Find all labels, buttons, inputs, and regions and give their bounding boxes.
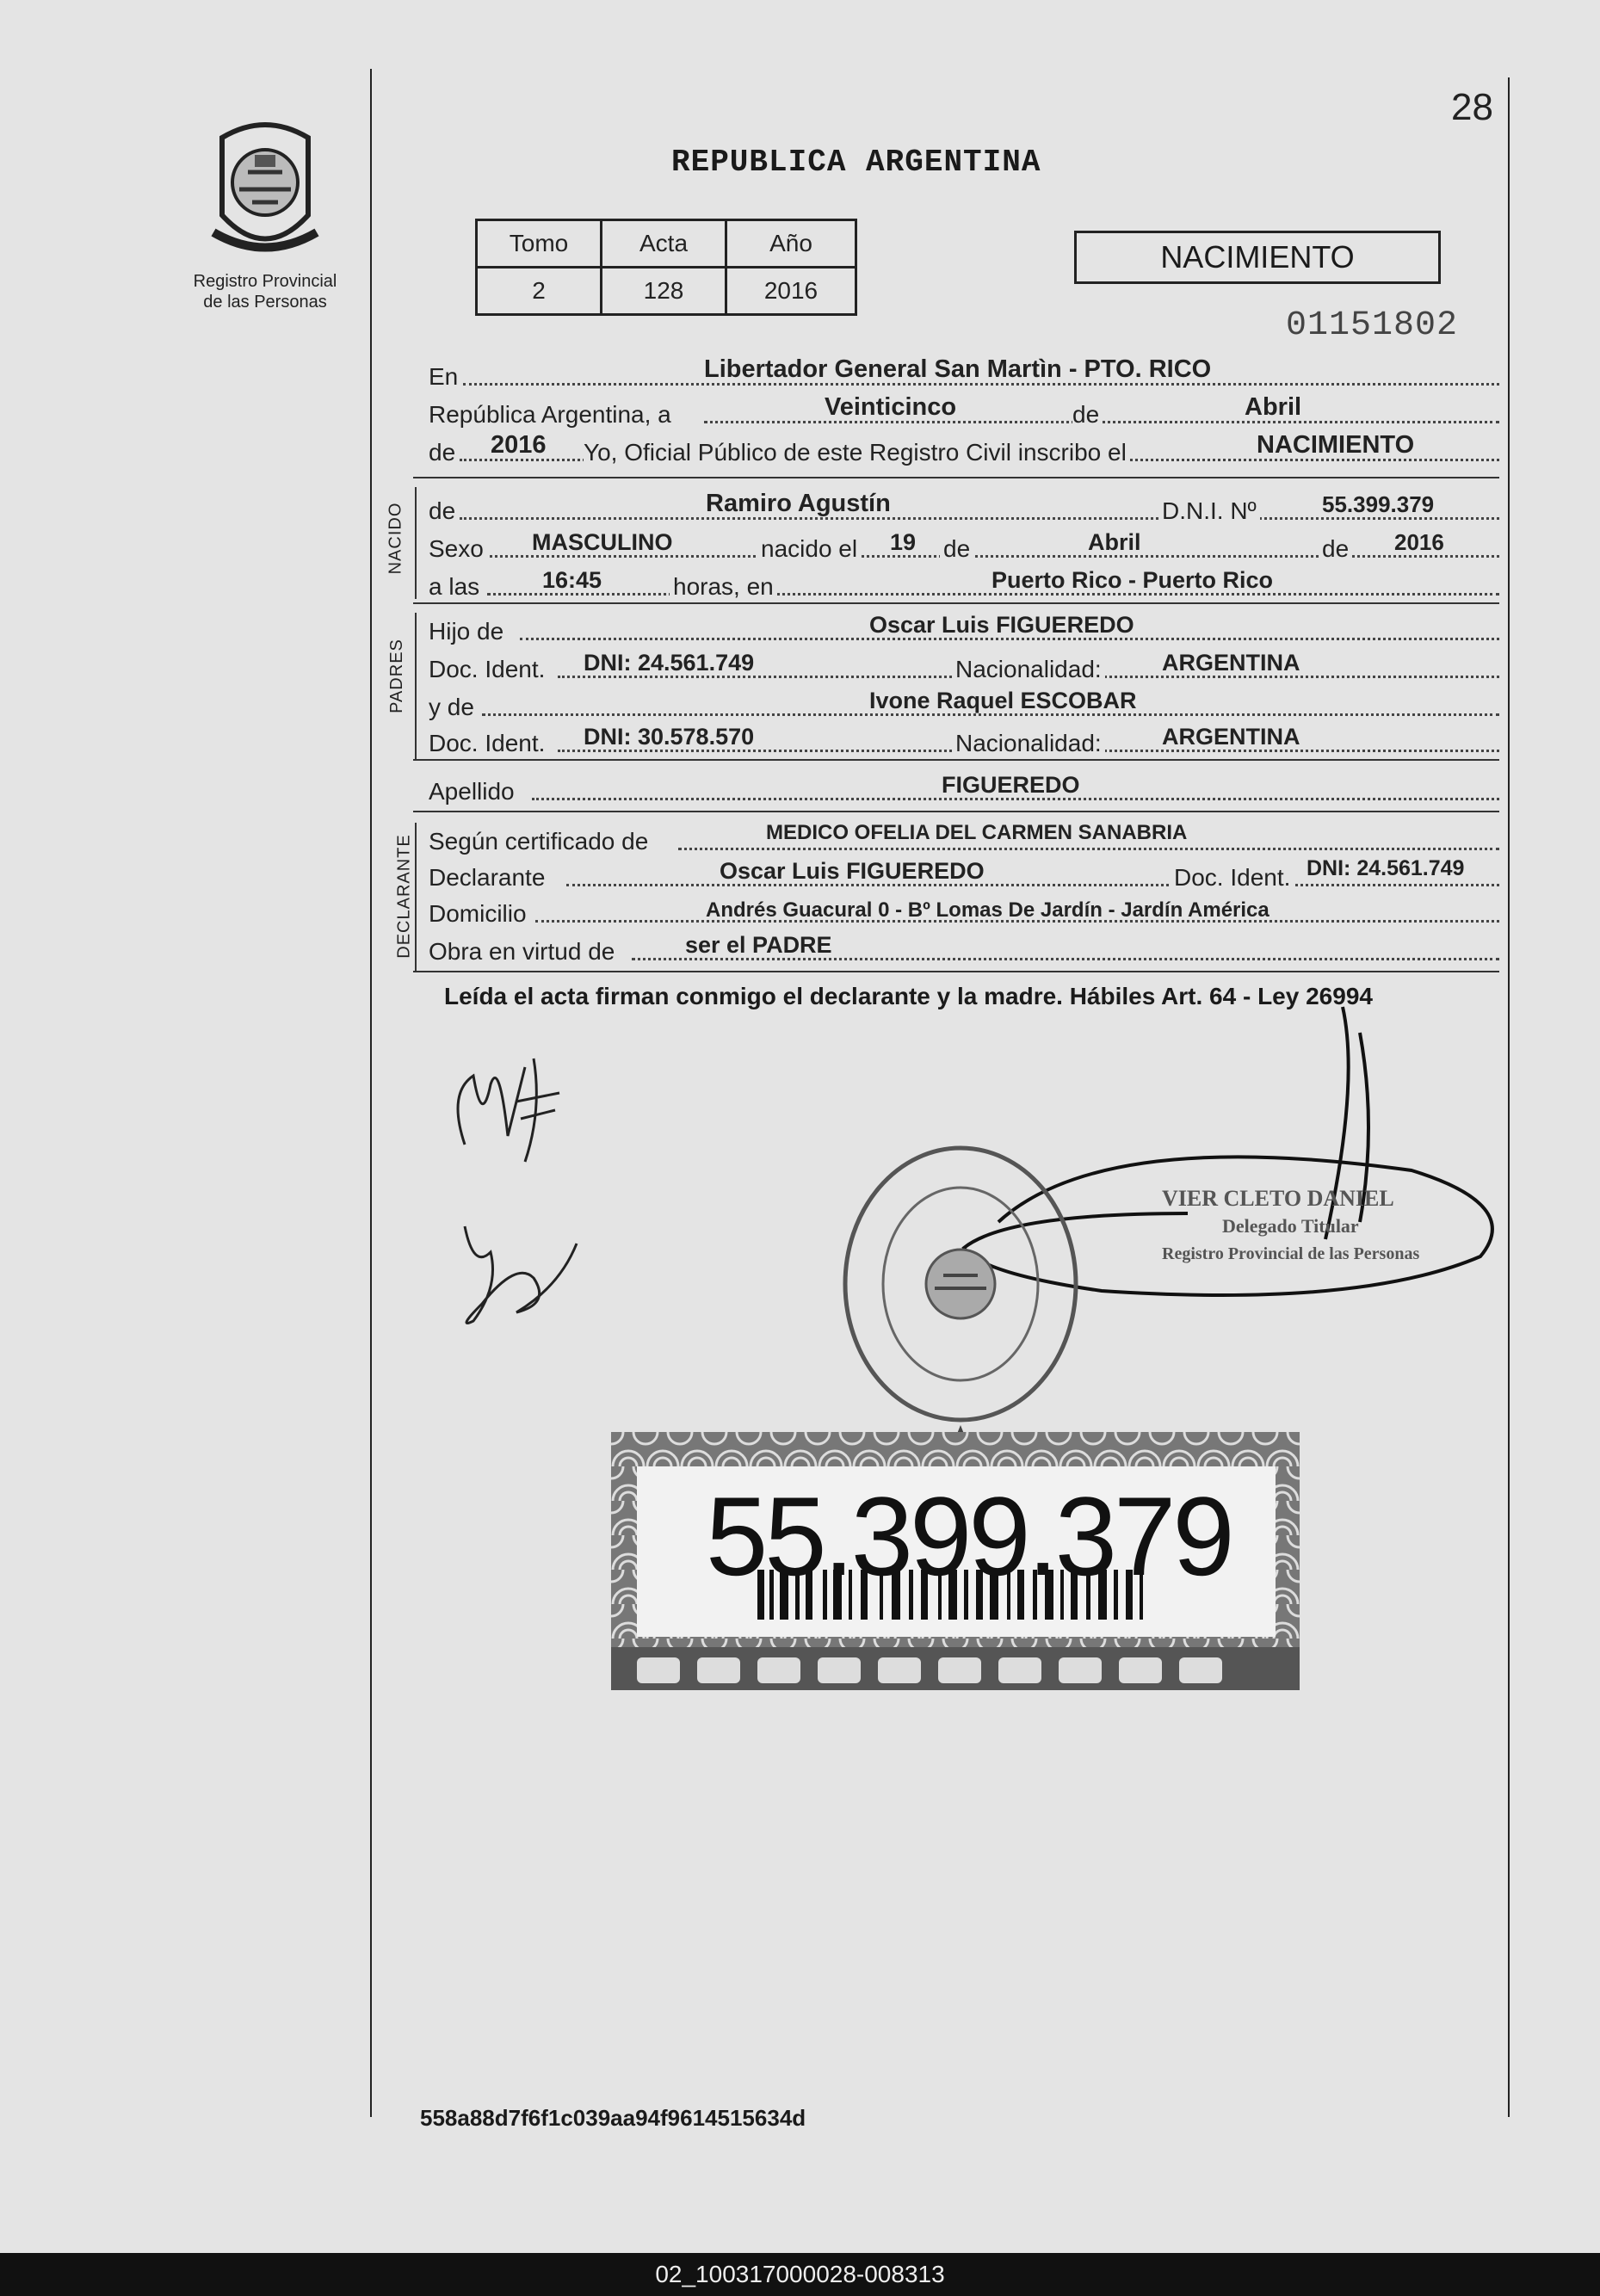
nacido-section-label: NACIDO <box>386 502 405 575</box>
label-number: 55.399.379 <box>706 1473 1232 1599</box>
document-hash: 558a88d7f6f1c039aa94f9614515634d <box>420 2105 806 2131</box>
official-title: Delegado Titular <box>1222 1215 1359 1237</box>
row-declarante <box>429 856 1499 893</box>
separator <box>413 602 1499 604</box>
mes-value: Abril <box>1245 393 1302 421</box>
domicilio-label: Domicilio <box>429 900 530 928</box>
nacido-dia: 19 <box>890 529 917 555</box>
nacido-mes: Abril <box>1088 529 1141 555</box>
sexo-label: Sexo <box>429 535 487 563</box>
anio-value-text: 2016 <box>491 431 547 459</box>
separator <box>413 759 1499 761</box>
apellido-value: FIGUEREDO <box>942 772 1080 798</box>
row-padre-doc <box>429 651 1499 685</box>
row-hora <box>429 568 1499 602</box>
official-registry: Registro Provincial de las Personas <box>1162 1244 1420 1263</box>
record-type-box: NACIMIENTO <box>1074 231 1441 284</box>
official-name: VIER CLETO DANIEL <box>1162 1186 1394 1211</box>
nombre-value: Ramiro Agustín <box>706 490 891 517</box>
provincial-logo <box>162 120 368 312</box>
inscribo-label: Yo, Oficial Público de este Registro Civil inscribo el <box>584 439 1130 466</box>
left-margin-line <box>370 69 372 2117</box>
sexo-value: MASCULINO <box>532 529 673 555</box>
declarante-side-line <box>415 823 417 971</box>
dia-value: Veinticinco <box>825 393 957 421</box>
en-value: Libertador General San Martìn - PTO. RICO <box>704 355 1212 383</box>
signature-2 <box>439 1200 594 1338</box>
separator <box>413 811 1499 812</box>
padres-side-line <box>415 613 417 759</box>
dni-label: D.N.I. Nº <box>1158 497 1260 525</box>
row-nombre <box>429 492 1499 527</box>
row-padre <box>429 613 1499 647</box>
apellido-label: Apellido <box>429 778 518 805</box>
serial-number: 01151802 <box>1286 306 1459 345</box>
declarante-doc-label: Doc. Ident. <box>1171 864 1294 892</box>
madre-value: Ivone Raquel ESCOBAR <box>869 688 1137 713</box>
en-label: En <box>429 363 461 391</box>
declarante-label: Declarante <box>429 864 548 892</box>
row-certificado <box>429 823 1499 857</box>
padre-nac: ARGENTINA <box>1162 650 1300 676</box>
padre-nac-label: Nacionalidad: <box>952 656 1105 683</box>
tomo-header: Tomo <box>477 220 602 268</box>
row-apellido <box>429 773 1499 807</box>
signature-1 <box>430 1041 602 1170</box>
footer-id-bar: 02_100317000028-008313 <box>0 2253 1600 2296</box>
hora-value: 16:45 <box>542 567 602 593</box>
closing-text: Leída el acta firman conmigo el declarante y la madre. Hábiles Art. 64 - Ley 26994 <box>444 983 1373 1009</box>
row-en <box>429 355 1499 392</box>
anio-header: Año <box>726 220 856 268</box>
row-madre-doc <box>429 725 1499 759</box>
row-madre <box>429 688 1499 723</box>
madre-nac: ARGENTINA <box>1162 724 1300 750</box>
madre-doc: DNI: 30.578.570 <box>584 724 755 750</box>
domicilio-value: Andrés Guacural 0 - Bº Lomas De Jardín - Jardín América <box>706 898 1269 922</box>
tomo-value: 2 <box>477 268 602 315</box>
republica-label: República Argentina, a <box>429 401 675 429</box>
de2-label: de <box>429 439 459 466</box>
padre-value: Oscar Luis FIGUEREDO <box>869 612 1134 638</box>
inscribo-value: NACIMIENTO <box>1257 431 1415 459</box>
row-inscribo <box>429 431 1499 468</box>
padre-doc: DNI: 24.561.749 <box>584 650 755 676</box>
org-name-line2: de las Personas <box>203 293 327 312</box>
padre-doc-label: Doc. Ident. <box>429 656 548 683</box>
obra-value: ser el PADRE <box>685 932 832 958</box>
page-title: REPUBLICA ARGENTINA <box>671 145 1041 180</box>
misiones-shield-icon <box>205 120 325 267</box>
nombre-label: de <box>429 497 459 525</box>
nacido-de2-label: de <box>1319 535 1352 563</box>
acta-header: Acta <box>602 220 726 268</box>
registry-stamp <box>833 1138 1088 1442</box>
certificado-value: MEDICO OFELIA DEL CARMEN SANABRIA <box>766 821 1188 844</box>
nacido-side-line <box>415 487 417 599</box>
nacido-de-label: de <box>940 535 973 563</box>
obra-label: Obra en virtud de <box>429 938 618 966</box>
separator <box>413 477 1499 478</box>
declarante-doc: DNI: 24.561.749 <box>1307 856 1465 880</box>
org-name-line1: Registro Provincial <box>193 272 337 291</box>
page-number: 28 <box>1451 86 1493 128</box>
hijo-label: Hijo de <box>429 618 507 645</box>
dni-value: 55.399.379 <box>1322 491 1435 517</box>
declarante-value: Oscar Luis FIGUEREDO <box>720 858 985 884</box>
separator <box>413 971 1499 972</box>
de-label: de <box>1072 401 1103 429</box>
anio-value: 2016 <box>726 268 856 315</box>
record-table <box>475 219 857 316</box>
nacido-label: nacido el <box>757 535 861 563</box>
declarante-section-label: DECLARANTE <box>394 834 414 959</box>
row-republica <box>429 393 1499 430</box>
nacido-anio: 2016 <box>1394 529 1444 555</box>
madre-nac-label: Nacionalidad: <box>952 730 1105 757</box>
row-obra <box>429 933 1499 967</box>
horas-label: horas, en <box>670 573 777 601</box>
lugar-value: Puerto Rico - Puerto Rico <box>992 567 1274 593</box>
row-sexo <box>429 530 1499 565</box>
certificado-label: Según certificado de <box>429 828 652 855</box>
hora-label: a las <box>429 573 483 601</box>
yde-label: y de <box>429 694 478 721</box>
madre-doc-label: Doc. Ident. <box>429 730 548 757</box>
padres-section-label: PADRES <box>386 639 406 713</box>
row-domicilio <box>429 895 1499 929</box>
acta-value: 128 <box>602 268 726 315</box>
